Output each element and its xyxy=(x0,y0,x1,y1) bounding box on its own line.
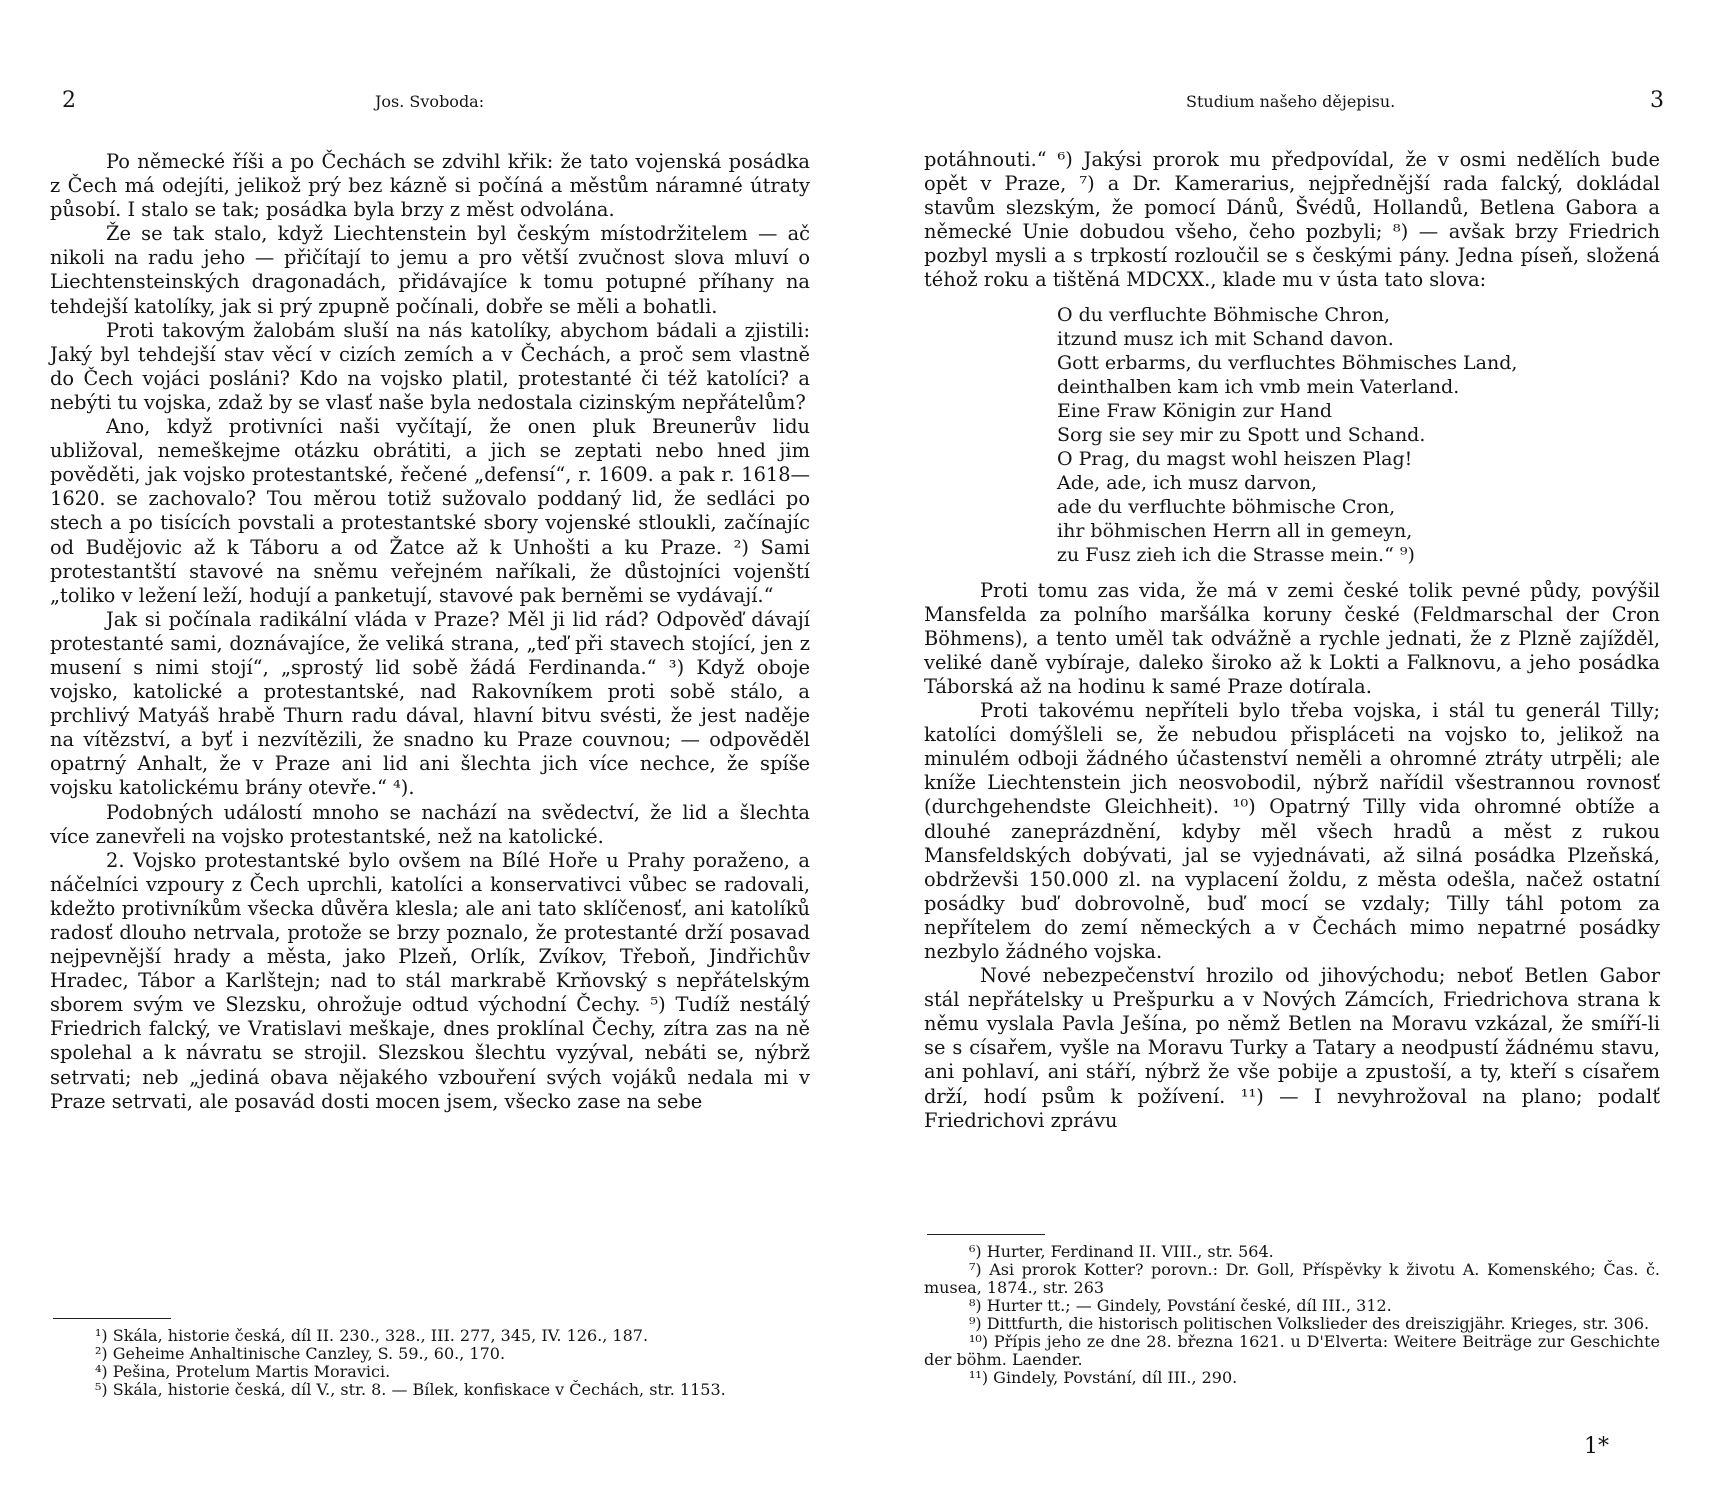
paragraph: Proti tomu zas vida, že má v zemi české tolik pevné půdy, povýšil Mansfelda za polního maršálka koruny české (Feldmarschal der Cron Böhmens), a tento uměl tak odvážně a rychle jednati, že z Plzně zajížděl, veliké daně vybíraje, daleko široko až k Lokti a Falknovu, a jeho posádka Táborská až na hodinu k samé Praze dotírala. xyxy=(924,578,1660,698)
poem-line: deinthalben kam ich vmb mein Vaterland. xyxy=(1057,375,1460,398)
paragraph: Že se tak stalo, když Liechtenstein byl českým místodržitelem — ač nikoli na radu jeho — přičítají to jemu a pro větší zvučnost slova mluví o Liechtensteinských dragonadách, přidávajíce k tomu potupné příhany na tehdejší katolíky, jak si prý zpupně počínali, dobře se měli a bohatli. xyxy=(50,222,810,318)
right-footnotes xyxy=(924,1243,1660,1387)
footnote: ⁸) Hurter tt.; — Gindely, Povstání české, díl III., 312. xyxy=(969,1296,1392,1315)
right-running-head xyxy=(924,88,1664,122)
poem-line: ihr böhmischen Herrn all in gemeyn, xyxy=(1057,519,1413,542)
left-body-text xyxy=(50,150,810,1114)
paragraph: 2. Vojsko protestantské bylo ovšem na Bílé Hoře u Prahy poraženo, a náčelníci vzpoury z Čech uprchli, katolíci a konservativci vůbec se radovali, kdežto protivníkům všecka důvěra klesla; ale ani tato sklíčenosť, ani katolíků radosť dlouho netrvala, protože se brzy poznalo, že protestanté drží posavad nejpevnější hrady a města, jako Plzeň, Orlík, Zvíkov, Třeboň, Jindřichův Hradec, Tábor a Karlštejn; nad to stál markrabě Krňovský s nepřátelským sborem svým ve Slezsku, ohrožuje odtud východní Čechy. ⁵) Tudíž nestálý Friedrich falcký, ve Vratislavi meškaje, dnes proklínal Čechy, zítra zas na ně spolehal a k návratu se strojil. Slezskou šlechtu vyzýval, nebáti se, nýbrž setrvati; neb „jediná obava nějakého vzbouření svých vojáků nedala mi v Praze setrvati, ale posavád dosti mocen jsem, všecko zase na sebe xyxy=(50,848,810,1113)
footnote: ⁵) Skála, historie česká, díl V., str. 8. — Bílek, konfiskace v Čechách, str. 1153. xyxy=(95,1380,726,1399)
paragraph: Ano, když protivníci naši vyčítají, že onen pluk Breunerův lidu ubližoval, nemeškejme otázku obrátiti, a jich se zeptati nebo hned jim pověděti, jak vojsko protestantské, řečené „defensí“, r. 1609. a pak r. 1618—1620. se zachovalo? Tou měrou totiž sužovalo poddaný lid, že sedláci po stech a po tisících povstali a protestantské sbory vojenské stloukli, začínajíc od Budějovic až k Táboru a od Žatce až k Unhošti a ku Praze. ²) Sami protestantští stavové na sněmu veřejném naříkali, že důstojníci vojenští „toliko v ležení leží, hodují a panketují, stavové pak berněmi se vydávají.“ xyxy=(50,415,810,607)
footnote: ⁷) Asi prorok Kotter? porovn.: Dr. Goll, Příspěvky k životu A. Komenského; Čas. č. musea, 1874., str. 263 xyxy=(924,1260,1660,1297)
paragraph: Proti takovému nepříteli bylo třeba vojska, i stál tu generál Tilly; katolíci domýšleli se, že nebudou přispláceti na vojsko to, jelikož na minulém odboji žádného účastenství neměli a ohromné ztráty utrpěli; ale kníže Liechtenstein jich neosvobodil, nýbrž nařídil všestrannou rovnosť (durchgehendste Gleichheit). ¹⁰) Opatrný Tilly vida ohromné obtíže a dlouhé zaneprázdnění, kdyby měl všech hradů a měst z rukou Mansfeldských dobývati, jal se vyjednávati, až silná posádka Plzeňská, obdrževši 150.000 zl. na vyplacení žoldu, z města odešla, načež ostatní posádky buď dobrovolně, buď mocí se vzdaly; Tilly táhl potom za nepřítelem do zemí německých a v Čechách mimo nepatrné posádky nezbylo žádného vojska. xyxy=(924,699,1660,963)
right-body-text xyxy=(924,148,1660,1133)
footnote: ⁹) Dittfurth, die historisch politischen Volkslieder des dreiszigjähr. Krieges, str. 306. xyxy=(969,1314,1650,1333)
poem-line: O Prag, du magst wohl heiszen Plag! xyxy=(1057,447,1413,470)
printer-signature-mark: 1* xyxy=(1584,1434,1609,1459)
page-number-right: 3 xyxy=(1650,88,1664,113)
poem-line: Ade, ade, ich musz darvon, xyxy=(1057,471,1318,494)
footnote-rule xyxy=(53,1318,171,1319)
poem-line: zu Fusz zieh ich die Strasse mein.“ ⁹) xyxy=(1057,543,1415,566)
paragraph: potáhnouti.“ ⁶) Jakýsi prorok mu předpovídal, že v osmi nedělích bude opět v Praze, ⁷) a Dr. Kamerarius, nejpřednější rada falcký, dokládal stavům slezským, že pomocí Dánů, Švédů, Hollandů, Betlena Gabora a německé Unie dobudou všeho, čeho pozbyli; ⁸) — avšak brzy Friedrich pozbyl mysli a s trpkostí rozloučil se s českými pány. Jedna píseň, složená téhož roku a tištěná MDCXX., klade mu v ústa tato slova: xyxy=(924,148,1660,292)
footnote: ¹) Skála, historie česká, díl II. 230., 328., III. 277, 345, IV. 126., 187. xyxy=(95,1326,649,1345)
paragraph: Podobných událostí mnoho se nachází na svědectví, že lid a šlechta více zanevřeli na vojsko protestantské, než na katolické. xyxy=(50,800,810,848)
poem-line: O du verfluchte Böhmische Chron, xyxy=(1057,303,1391,326)
footnote-rule xyxy=(927,1234,1045,1235)
running-head-title: Studium našeho dějepisu. xyxy=(1186,92,1396,111)
poem-line: Eine Fraw Königin zur Hand xyxy=(1057,399,1332,422)
footnote: ¹¹) Gindely, Povstání, díl III., 290. xyxy=(969,1368,1238,1387)
footnote: ²) Geheime Anhaltinische Canzley, S. 59., 60., 170. xyxy=(95,1344,506,1363)
page-number-left: 2 xyxy=(62,88,76,113)
poem-line: Sorg sie sey mir zu Spott und Schand. xyxy=(1057,423,1426,446)
poem-line: ade du verfluchte böhmische Cron, xyxy=(1057,495,1396,518)
poem-line: Gott erbarms, du verfluchtes Böhmisches Land, xyxy=(1057,351,1518,374)
paragraph: Proti takovým žalobám sluší na nás katolíky, abychom bádali a zjistili: Jaký byl tehdejší stav věcí v cizích zemích a v Čechách, a proč sem vlastně do Čech vojáci posláni? Kdo na vojsko platil, protestanté či též katolíci? a nebýti tu vojska, zdaž by se vlasť naše byla nedostala cizinským nepřátelům? xyxy=(50,318,810,414)
left-footnotes xyxy=(50,1327,810,1399)
paragraph: Nové nebezpečenství hrozilo od jihovýchodu; neboť Betlen Gabor stál nepřátelsky u Prešpurku a v Nových Zámcích, Friedrichova strana k němu vyslala Pavla Ješína, po němž Betlen na Moravu vzkázal, že smíří-li se s císařem, vyšle na Moravu Turky a Tatary a neodpustí žádnému stavu, ani pohlaví, ani stáří, nýbrž že vše pobije a zpustoší, a ty, kteří s císařem drží, hodí psům k požívení. ¹¹) — I nevyhrožoval na plano; podalť Friedrichovi zprávu xyxy=(924,964,1660,1132)
paragraph: Po německé říši a po Čechách se zdvihl křik: že tato vojenská posádka z Čech má odejíti, jelikož prý bez kázně si počíná a městům náramné útraty působí. I stalo se tak; posádka byla brzy z měst odvolána. xyxy=(50,150,810,222)
poem-line: itzund musz ich mit Schand davon. xyxy=(1057,327,1394,350)
left-running-head xyxy=(50,88,810,122)
paragraph: Jak si počínala radikální vláda v Praze? Měl ji lid rád? Odpověď dávají protestanté sami, doznávajíce, že veliká strana, „teď při stavech stojící, jen z musení s nimi stojí“, „sprostý lid sobě žádá Ferdinanda.“ ³) Když oboje vojsko, katolické a protestantské, nad Rakovníkem proti sobě stálo, a prchlivý Matyáš hrabě Thurn radu dával, hlavní bitvu svésti, že jest naděje na vítězství, a byť i nezvítězili, že snadno ku Praze couvnou; — odpověděl opatrný Anhalt, že v Praze ani lid ani šlechta jich více nechce, že spíše vojsku katolickému brány otevře.“ ⁴). xyxy=(50,607,810,800)
footnote: ¹⁰) Přípis jeho ze dne 28. března 1621. u D'Elverta: Weitere Beiträge zur Geschichte der böhm. Laender. xyxy=(924,1332,1660,1369)
footnote: ⁶) Hurter, Ferdinand II. VIII., str. 564. xyxy=(969,1242,1274,1261)
poem xyxy=(1057,303,1660,567)
footnote: ⁴) Pešina, Protelum Martis Moravici. xyxy=(95,1362,391,1381)
running-head-author: Jos. Svoboda: xyxy=(375,92,485,111)
